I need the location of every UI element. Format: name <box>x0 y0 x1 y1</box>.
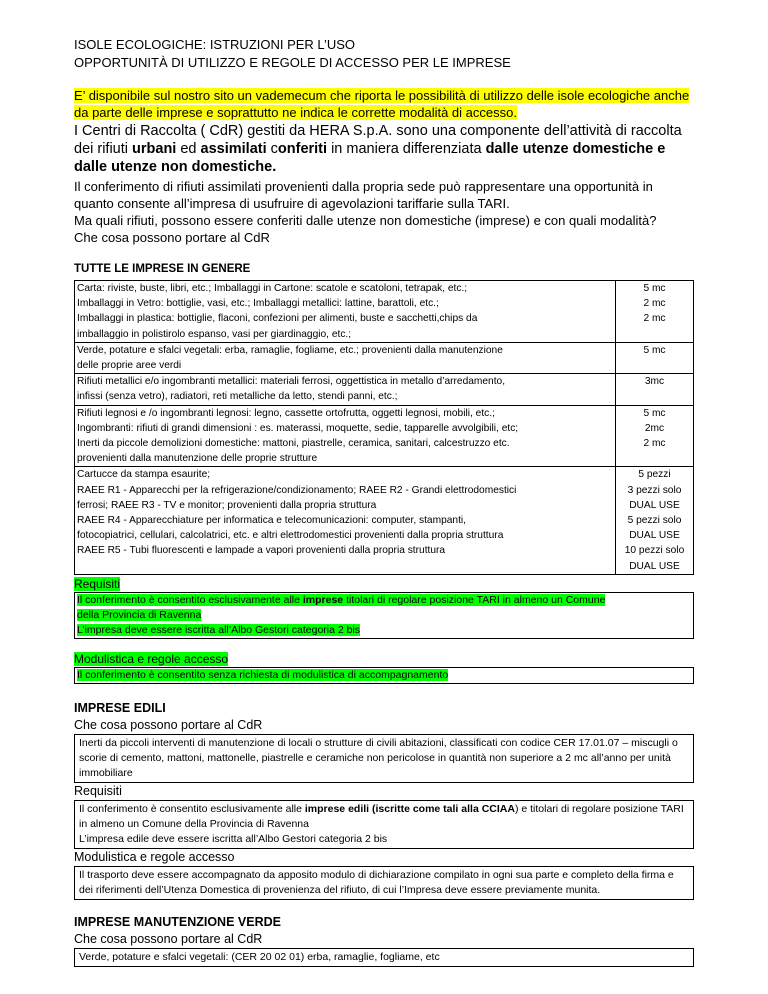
req-all-d: L’impresa deve essere iscritta all’Albo Gestori categoria 2 bis <box>77 623 361 636</box>
cdr-urbani: urbani <box>132 141 177 157</box>
cdr-paragraph <box>74 122 694 176</box>
waste-description-line: Inerti da piccole demolizioni domestiche: mattoni, piastrelle, ceramica, sanitari, calcestruzzo etc. <box>77 438 510 450</box>
quantity-line: 5 pezzi solo <box>627 515 682 527</box>
verde-what-box <box>74 948 694 967</box>
intro-para-1: Il conferimento di rifiuti assimilati provenienti dalla propria sede può rappresentare una opportunità in quanto consente all’impresa di usufruire di agevolazioni tariffarie sulla TARI. <box>74 179 653 211</box>
quantity-line: 2mc <box>644 422 665 434</box>
edili-req-bold: imprese edili (iscritte come tali alla CCIAA <box>304 802 515 815</box>
quantity-line <box>618 358 691 373</box>
waste-description-line: provenienti dalla manutenzione delle proprie strutture <box>77 453 318 465</box>
edili-what-box <box>74 734 694 783</box>
req-all-b: titolari di regolare posizione TARI in almeno un Comune <box>343 593 606 606</box>
quantity-line: 3mc <box>644 376 665 388</box>
intro-highlight <box>74 87 694 121</box>
cdr-in: in maniera differenziata <box>327 141 486 157</box>
verde-what-title: Che cosa possono portare al CdR <box>74 931 263 946</box>
edili-mod-title: Modulistica e regole accesso <box>74 849 235 864</box>
waste-description-line: delle proprie aree verdi <box>77 360 182 372</box>
waste-description-line: imballaggio in polistirolo espanso, vasi per giardinaggio, etc.; <box>77 328 352 340</box>
waste-description-line: RAEE R4 - Apparecchiature per informatica e telecomunicazioni: computer, stampanti, <box>77 515 467 527</box>
waste-description-line: fotocopiatrici, cellulari, calcolatrici, etc. e altri elettrodomestici provenienti dalla propria struttura <box>77 530 504 542</box>
quantity-line: 5 mc <box>643 344 666 356</box>
quantity-line: 2 mc <box>643 438 666 450</box>
intro-paragraphs <box>74 178 694 246</box>
section-title-all: TUTTE LE IMPRESE IN GENERE <box>74 263 251 275</box>
table-row <box>75 467 694 574</box>
cdr-ed: ed <box>176 141 201 157</box>
req-box-all <box>74 592 694 639</box>
doc-header <box>74 36 694 72</box>
waste-description-cell <box>75 281 616 343</box>
quantity-line: 2 mc <box>643 313 666 325</box>
cdr-conferiti: onferiti <box>277 141 328 157</box>
quantity-line: 5 pezzi <box>638 469 671 481</box>
edili-mod-box <box>74 866 694 900</box>
waste-description-cell <box>75 342 616 373</box>
req-all-c: della Provincia di Ravenna <box>77 608 202 621</box>
quantity-cell <box>616 374 694 405</box>
cdr-c: c <box>266 141 278 157</box>
section-title-edili: IMPRESE EDILI <box>74 700 166 715</box>
edili-req-box <box>74 800 694 849</box>
header-line-1: ISOLE ECOLOGICHE: ISTRUZIONI PER L’USO <box>74 37 356 52</box>
quantity-cell <box>616 342 694 373</box>
waste-description-line: Carta: riviste, buste, libri, etc.; Imballaggi in Cartone: scatole e scatoloni, tetrapak, etc.; <box>77 283 468 294</box>
table-row <box>75 374 694 405</box>
waste-description-line: Cartucce da stampa esaurite; <box>77 469 211 481</box>
req-all-imprese: imprese <box>302 593 344 606</box>
req-title-all-text: Requisiti <box>74 576 121 591</box>
waste-description-cell <box>75 405 616 467</box>
mod-all-text: Il conferimento è consentito senza richiesta di modulistica di accompagnamento <box>77 668 449 681</box>
waste-description-line: Verde, potature e sfalci vegetali: erba, ramaglie, fogliame, etc.; provenienti dalla manutenzione <box>77 344 503 356</box>
section-title-verde: IMPRESE MANUTENZIONE VERDE <box>74 914 281 929</box>
req-all-a: Il conferimento è consentito esclusivamente alle <box>77 593 303 606</box>
quantity-line: 5 mc <box>643 407 666 419</box>
waste-description-cell <box>75 374 616 405</box>
edili-req-title: Requisiti <box>74 783 122 798</box>
quantity-cell <box>616 467 694 574</box>
quantity-line: DUAL USE <box>629 530 680 542</box>
document-page <box>74 36 694 967</box>
quantity-line: DUAL USE <box>629 560 680 572</box>
waste-description-cell <box>75 467 616 574</box>
waste-table-body <box>75 281 694 575</box>
cdr-assimilati: assimilati <box>200 141 267 157</box>
waste-description-line <box>77 559 613 574</box>
waste-description-line: RAEE R5 - Tubi fluorescenti e lampade a vapori provenienti dalla propria struttura <box>77 545 446 557</box>
table-row <box>75 405 694 467</box>
edili-mod-text: Il trasporto deve essere accompagnato da apposito modulo di dichiarazione compilato in ogni sua parte e completo della firma e dei riferimenti dell’Utenza Domestica di provenienza del rifiuto, di cui l’Impresa deve essere previamente munita. <box>79 868 674 896</box>
waste-description-line: Imballaggi in Vetro: bottiglie, vasi, etc.; Imballaggi metallici: lattine, barattoli, etc.; <box>77 298 439 310</box>
waste-description-line: Rifiuti legnosi e /o ingombranti legnosi: legno, cassette ortofrutta, oggetti legnosi, mobili, etc.; <box>77 407 495 419</box>
intro-para-2: Ma quali rifiuti, possono essere conferiti dalle utenze non domestiche (imprese) e con quali modalità? <box>74 213 657 228</box>
waste-description-line: Imballaggi in plastica: bottiglie, flaconi, confezioni per alimenti, buste e sacchetti,chips da <box>77 313 478 325</box>
edili-req-a: Il conferimento è consentito esclusivamente alle <box>79 802 305 815</box>
req-title-all <box>74 577 694 592</box>
waste-table <box>74 280 694 575</box>
quantity-cell <box>616 281 694 343</box>
waste-description-line: infissi (senza vetro), radiatori, reti metalliche da letto, stendi panni, etc.; <box>77 391 398 403</box>
quantity-line: 5 mc <box>643 283 666 294</box>
quantity-line <box>618 327 691 342</box>
waste-description-line: ferrosi; RAEE R3 - TV e monitor; provenienti dalla propria struttura <box>77 499 377 511</box>
quantity-line: 3 pezzi solo <box>627 484 682 496</box>
verde-what-text: Verde, potature e sfalci vegetali: (CER 20 02 01) erba, ramaglie, fogliame, etc <box>79 950 440 963</box>
quantity-line: 10 pezzi solo <box>624 545 685 557</box>
mod-title-all-text: Modulistica e regole accesso <box>74 651 229 666</box>
highlight-line-1: E’ disponibile sul nostro sito un vademecum che riporta le possibilità di utilizzo delle isole ecologiche anche <box>74 88 690 103</box>
waste-description-line: RAEE R1 - Apparecchi per la refrigerazione/condizionamento; RAEE R2 - Grandi elettrodomestici <box>77 484 517 496</box>
waste-description-line: Ingombranti: rifiuti di grandi dimensioni : es. materassi, moquette, sedie, tapparelle avvolgibili, etc; <box>77 422 519 434</box>
waste-description-line: Rifiuti metallici e/o ingombranti metallici: materiali ferrosi, oggettistica in metallo d’arredamento, <box>77 376 506 388</box>
table-row <box>75 342 694 373</box>
edili-what-title: Che cosa possono portare al CdR <box>74 717 263 732</box>
quantity-line <box>618 389 691 404</box>
quantity-cell <box>616 405 694 467</box>
quantity-line: DUAL USE <box>629 499 680 511</box>
edili-req-c: L’impresa edile deve essere iscritta all’Albo Gestori categoria 2 bis <box>79 832 388 845</box>
edili-req-b: ) e titolari di regolare posizione TARI in almeno un Comune della Provincia di Ravenna <box>79 802 684 830</box>
edili-what-text: Inerti da piccoli interventi di manutenzione di locali o strutture di civili abitazioni, classificati con codice CER 17.01.07 – miscugli o scorie di cemento, mattoni, mattonelle, piastrelle e ceramiche non pericolose in quantità non superiore a 2 mc all’anno per unità immobiliare <box>79 736 678 779</box>
quantity-line: 2 mc <box>643 298 666 310</box>
quantity-line <box>618 451 691 466</box>
table-row <box>75 281 694 343</box>
cdr-text-a: I Centri di Raccolta ( CdR) gestiti da HERA S.p.A. sono una componente dell’attività di raccolta dei rifiuti <box>74 123 682 157</box>
header-line-2: OPPORTUNITÀ DI UTILIZZO E REGOLE DI ACCESSO PER LE IMPRESE <box>74 55 511 70</box>
mod-box-all <box>74 667 694 684</box>
mod-title-all <box>74 652 694 667</box>
highlight-line-2: da parte delle imprese e soprattutto ne indica le corrette modalità di accesso. <box>74 105 517 120</box>
intro-para-3: Che cosa possono portare al CdR <box>74 230 270 245</box>
cdr-dalle: dalle utenze domestiche e dalle utenze non domestiche. <box>74 141 666 175</box>
